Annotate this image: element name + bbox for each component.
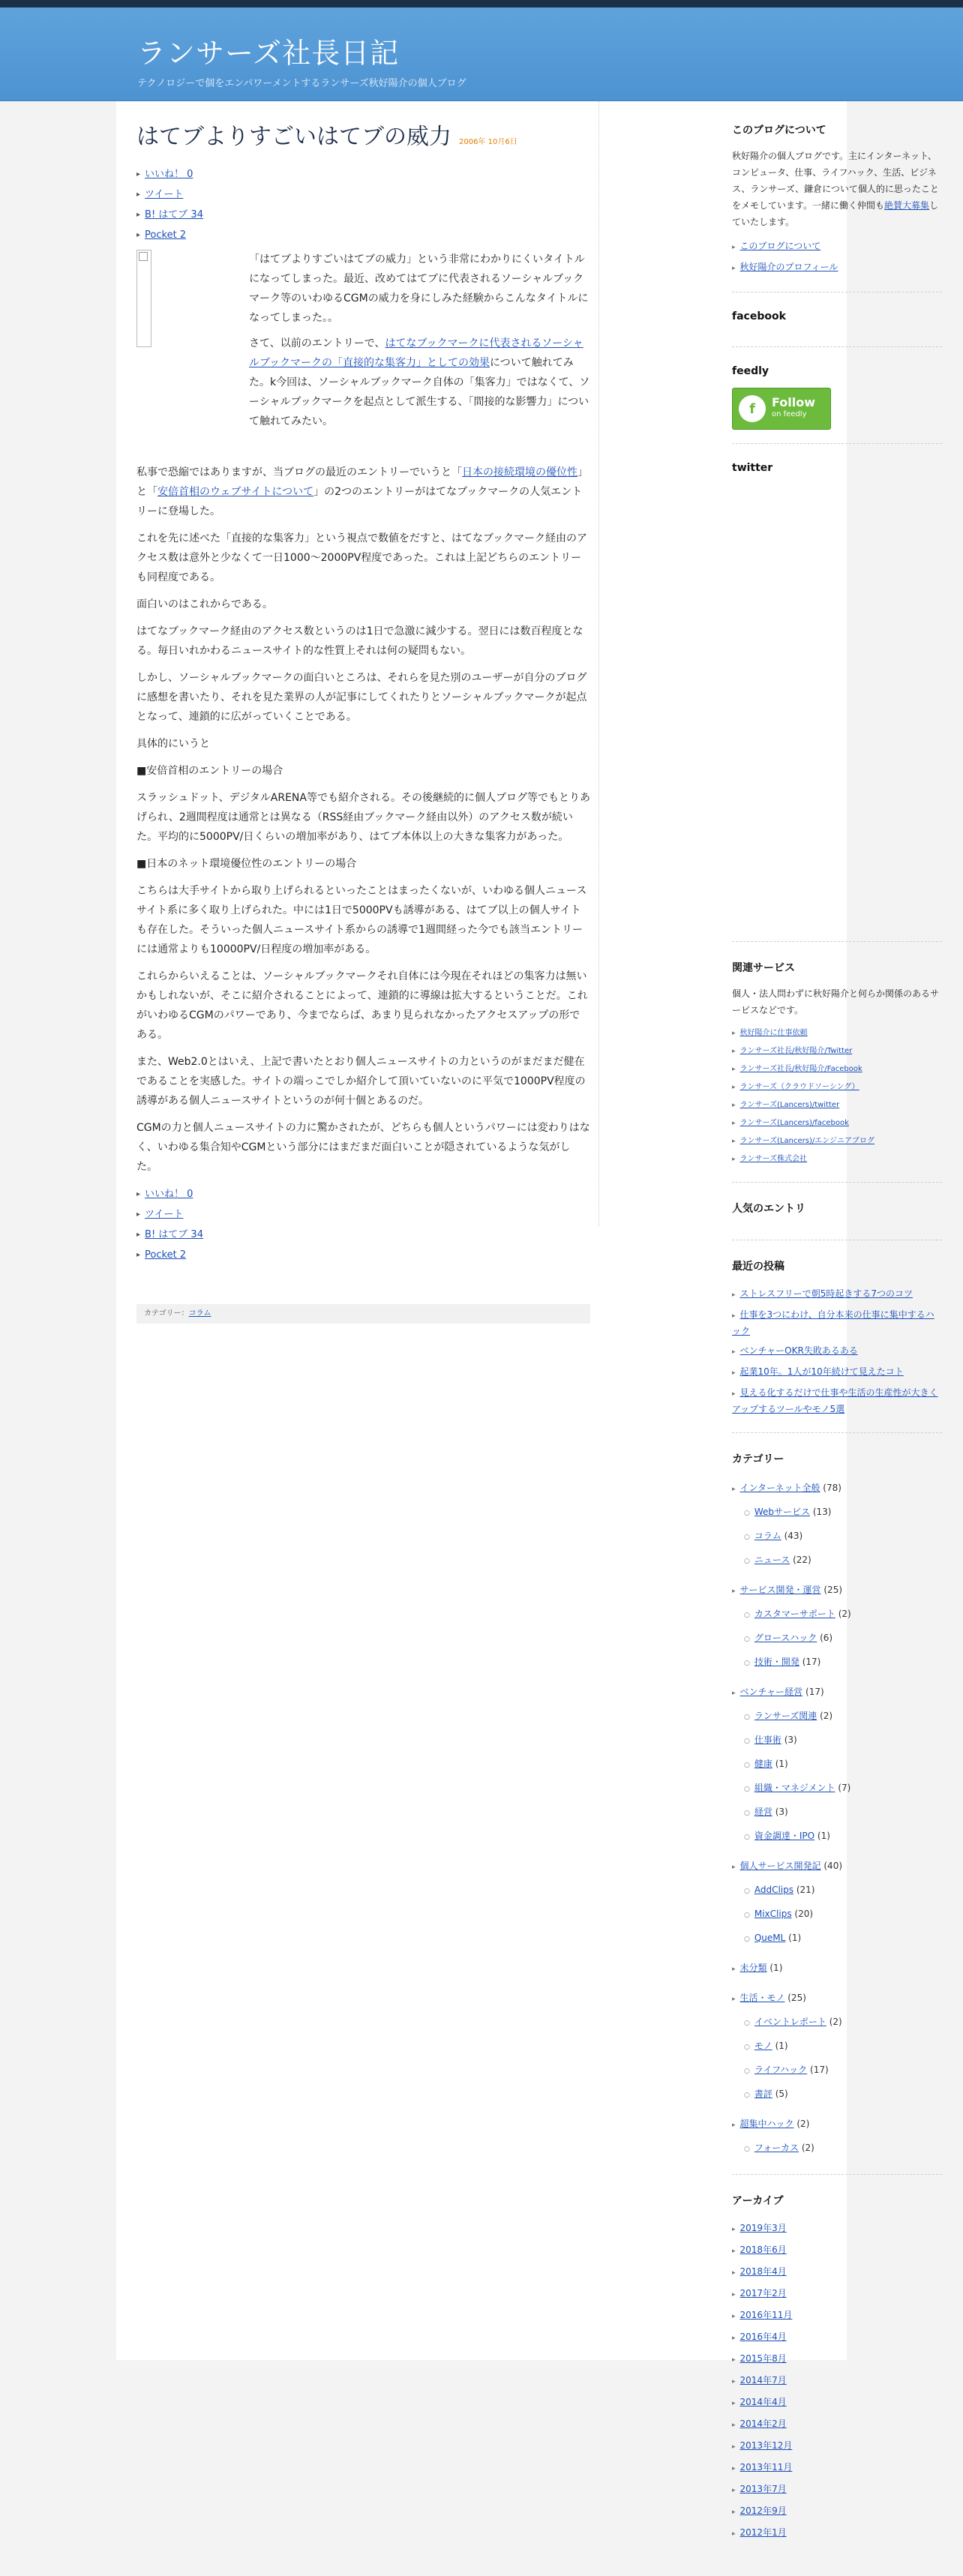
widget-heading: このブログについて	[732, 124, 826, 136]
category-count: (2)	[796, 2119, 810, 2129]
category-link[interactable]: 資金調達・IPO	[754, 1831, 815, 1841]
post-title: はてブよりすごいはてブの威力	[136, 124, 452, 150]
category-item	[732, 2137, 942, 2161]
intro-paragraph-2: さて、以前のエントリーで、はてなブックマークに代表されるソーシャルブックマークの「直接的な集客力」としての効果について触れてみた。k今回は、ソーシャルブックマーク自体の「集客力」ではなくて、ソーシャルブックマークを起点として派生する、「間接的な影響力」について触れてみたい。	[249, 337, 590, 427]
intro-block	[136, 250, 590, 437]
bullet-icon: ▸	[732, 2269, 736, 2277]
archive-link[interactable]: 2012年1月	[740, 2527, 787, 2538]
category-item	[732, 1603, 942, 1627]
bullet-icon: ○	[744, 1612, 750, 1619]
category-item	[732, 1501, 942, 1525]
bullet-icon: ○	[744, 1558, 750, 1565]
bullet-icon: ▸	[732, 2248, 736, 2255]
category-count: (3)	[784, 1735, 797, 1745]
category-item	[732, 1729, 942, 1753]
category-item	[732, 1705, 942, 1729]
recent-posts-widget	[732, 1258, 942, 1433]
categories-widget	[732, 1451, 942, 2175]
list-item: ▸ ランサーズ(Lancers)/エンジニアブログ	[732, 1137, 874, 1145]
category-item	[732, 1855, 942, 1879]
site-header	[0, 7, 963, 101]
bullet-icon: ○	[744, 1660, 750, 1667]
category-item	[732, 1477, 942, 1501]
main-content	[136, 101, 590, 1324]
bullet-icon: ○	[744, 1738, 750, 1745]
body-paragraph: 具体的にいうと	[136, 738, 210, 750]
archive-link[interactable]: 2017年2月	[740, 2288, 787, 2299]
bullet-icon: ▸	[136, 190, 141, 199]
top-strip	[0, 0, 963, 7]
category-count: (2)	[801, 2143, 814, 2153]
archive-item	[732, 2218, 942, 2240]
body-paragraph: 面白いのはこれからである。	[136, 598, 273, 610]
archive-item	[732, 2305, 942, 2327]
bullet-icon: ○	[744, 1834, 750, 1841]
category-count: (25)	[824, 1585, 843, 1595]
intro-paragraph-1: 「はてブよりすごいはてブの威力」という非常にわかりにくいタイトルになってしまった。最近、改めてはてブに代表されるソーシャルブックマーク等のいわゆるCGMの威力を身にしみた経験からこんなタイトルになってしまった。。	[249, 253, 589, 324]
bullet-icon: ○	[744, 1888, 750, 1895]
category-link[interactable]: 生活・モノ	[740, 1993, 785, 2003]
list-item: ▸ ランサーズ社長/秋好陽介/Facebook	[732, 1065, 862, 1073]
category-link[interactable]: 書評	[754, 2089, 772, 2099]
bullet-icon: ○	[744, 2044, 750, 2051]
category-item	[732, 1627, 942, 1651]
archive-widget	[732, 2193, 942, 2558]
page-container	[116, 101, 940, 2538]
category-count: (25)	[788, 1993, 806, 2003]
share-buttons-top	[136, 164, 590, 245]
category-count: (22)	[793, 1555, 812, 1565]
list-item: ▸ ランサーズ株式会社	[732, 1155, 808, 1163]
body-paragraph: これらからいえることは、ソーシャルブックマークそれ自体には今現在それほどの集客力は無いかもしれないが、そこに紹介されることによって、連鎖的に導線は拡大するということだ。これがいわゆるCGMのパワーであり、今までならば、あまり見られなかったアクセスアップの形である。	[136, 970, 588, 1041]
category-link[interactable]: コラム	[188, 1309, 212, 1318]
list-item: ▸ ランサーズ（クラウドソーシング）	[732, 1083, 860, 1091]
about-widget	[732, 122, 942, 292]
list-item: ▸ 秋好陽介に仕事依頼	[732, 1029, 808, 1037]
category-count: (5)	[775, 2089, 788, 2099]
archive-link[interactable]: 2018年6月	[740, 2245, 787, 2255]
bullet-icon: ▸	[732, 2335, 736, 2342]
archive-link[interactable]: 2016年11月	[740, 2310, 793, 2320]
share-buttons-bottom	[136, 1184, 590, 1265]
category-link[interactable]: 技術・開発	[754, 1657, 800, 1667]
related-link[interactable]: ランサーズ社長/秋好陽介/Twitter	[740, 1047, 853, 1055]
category-count: (17)	[810, 2065, 829, 2075]
widget-heading: アーカイブ	[732, 2195, 784, 2207]
site-title[interactable]: ランサーズ社長日記	[137, 37, 400, 70]
widget-heading: twitter	[732, 462, 773, 474]
category-link[interactable]: コラム	[754, 1531, 782, 1541]
bullet-icon: ▸	[136, 1231, 141, 1239]
bullet-icon: ▸	[732, 1966, 736, 1973]
bullet-icon: ▸	[136, 231, 141, 239]
bullet-icon: ▸	[732, 2122, 736, 2129]
previous-entry-link[interactable]: はてなブックマークに代表されるソーシャルブックマークの「直接的な集客力」としての効果	[249, 337, 584, 369]
list-item: ▸ ストレスフリーで朝5時起きする7つのコツ	[732, 1288, 913, 1299]
archive-item	[732, 2523, 942, 2545]
category-link[interactable]: ライフハック	[754, 2065, 808, 2075]
follow-feedly-button[interactable]: f Follow on feedly	[732, 388, 831, 430]
bullet-icon: ▸	[136, 1210, 141, 1219]
category-link[interactable]: AddClips	[754, 1885, 794, 1895]
recent-post-link[interactable]: 見える化するだけで仕事や生活の生産性が大きくアップするツールやモノ5選	[732, 1387, 938, 1414]
category-link[interactable]: 超集中ハック	[740, 2119, 794, 2129]
list-item: ▸ ランサーズ(Lancers)/twitter	[732, 1101, 840, 1109]
like-button[interactable]: いいね！ 0	[145, 169, 194, 180]
list-item: ▸ ベンチャーOKR失敗あるある	[732, 1345, 858, 1356]
pocket-button[interactable]: Pocket 2	[145, 229, 187, 241]
widget-heading: 関連サービス	[732, 962, 795, 974]
category-count: (17)	[806, 1687, 824, 1697]
archive-item	[732, 2458, 942, 2479]
share-item	[136, 1225, 590, 1245]
archive-item	[732, 2284, 942, 2305]
category-count: (43)	[784, 1531, 803, 1541]
bullet-icon: ▸	[732, 2356, 736, 2364]
widget-heading: facebook	[732, 310, 786, 322]
bullet-icon: ○	[744, 1636, 750, 1643]
category-count: (1)	[770, 1963, 783, 1973]
related-link[interactable]: ランサーズ株式会社	[740, 1155, 808, 1163]
category-item	[732, 1987, 942, 2011]
category-link[interactable]: 未分類	[740, 1963, 767, 1973]
bullet-icon: ○	[744, 1786, 750, 1793]
body-paragraph: スラッシュドット、デジタルARENA等でも紹介される。その後継続的に個人ブログ等でもとりあげられ、2週間程度は通常とは異なる（RSS経由ブックマーク経由以外）のアクセス数が続いた。平均的に5000PV/日くらいの増加率があり、はてブ本体以上の大きな集客力があった。	[136, 792, 590, 843]
hatebu-button[interactable]: B! はてブ 34	[145, 1229, 203, 1240]
category-count: (13)	[812, 1507, 832, 1517]
category-link[interactable]: サービス開発・運営	[740, 1585, 821, 1595]
related-link[interactable]: ランサーズ社長/秋好陽介/Facebook	[740, 1065, 862, 1073]
category-count: (2)	[829, 2017, 842, 2027]
bullet-icon: ▸	[732, 2443, 736, 2451]
category-item	[732, 1549, 942, 1573]
category-item	[732, 1579, 942, 1603]
bullet-icon: ○	[744, 1714, 750, 1721]
widget-heading: 人気のエントリ	[732, 1203, 806, 1215]
bullet-icon: ○	[744, 1534, 750, 1541]
bullet-icon: ▸	[732, 2487, 736, 2494]
bullet-icon: ▸	[732, 2291, 736, 2299]
bullet-icon: ▸	[732, 1864, 736, 1871]
list-item: ▸ 起業10年。1人が10年続けて見えたコト	[732, 1366, 904, 1377]
category-count: (17)	[802, 1657, 821, 1667]
category-item	[732, 1903, 942, 1927]
archive-link[interactable]: 2014年4月	[740, 2397, 787, 2407]
related-services-widget	[732, 960, 942, 1183]
bullet-icon: ▸	[732, 2313, 736, 2320]
category-count: (1)	[775, 1759, 788, 1769]
list-item: ▸ 仕事を3つにわけ、自分本来の仕事に集中するハック	[732, 1309, 934, 1336]
archive-link[interactable]: 2013年7月	[740, 2484, 787, 2494]
archive-list	[732, 2218, 942, 2545]
widget-heading: カテゴリー	[732, 1453, 784, 1465]
bullet-icon: ○	[744, 2020, 750, 2027]
body-paragraph: 私事で恐縮ではありますが、当ブログの最近のエントリーでいうと「日本の接続環境の優位性」と「安倍首相のウェブサイトについて」の2つのエントリーがはてなブックマークの人気エントリーに登場した。	[136, 466, 588, 517]
category-item	[732, 2035, 942, 2059]
post-category-bar	[136, 1304, 590, 1324]
bullet-icon: ▸	[136, 211, 141, 219]
category-list	[732, 1477, 942, 2161]
site-description: テクノロジーで個をエンパワーメントするランサーズ秋好陽介の個人ブログ	[137, 78, 466, 89]
category-link[interactable]: ニュース	[754, 1555, 790, 1565]
category-count: (1)	[788, 1933, 802, 1943]
bullet-icon: ○	[744, 2092, 750, 2099]
category-count: (2)	[838, 1609, 851, 1619]
archive-item	[732, 2479, 942, 2501]
bullet-icon: ▸	[732, 2226, 736, 2233]
category-item	[732, 1753, 942, 1777]
recruit-link[interactable]: 絶賛大募集	[884, 200, 930, 211]
archive-link[interactable]: 2019年3月	[740, 2223, 787, 2233]
related-text: 個人・法人問わずに秋好陽介と何らか関係のあるサービスなどです。	[732, 988, 940, 1015]
category-item	[732, 2059, 942, 2083]
post-body	[136, 463, 590, 1177]
pocket-button[interactable]: Pocket 2	[145, 1249, 187, 1261]
share-item	[136, 1204, 590, 1225]
popular-widget	[732, 1201, 942, 1240]
category-count: (78)	[823, 1483, 842, 1493]
archive-item	[732, 2262, 942, 2284]
tweet-button[interactable]: ツイート	[145, 1209, 184, 1220]
category-link[interactable]: フォーカス	[754, 2143, 800, 2153]
bullet-icon: ▸	[732, 1486, 736, 1493]
category-item	[732, 1681, 942, 1705]
post-title-row	[136, 118, 590, 151]
recent-post-link[interactable]: ベンチャーOKR失敗あるある	[740, 1345, 858, 1356]
list-item: ▸ 秋好陽介のプロフィール	[732, 262, 838, 272]
category-link[interactable]: イベントレポート	[754, 2017, 826, 2027]
bullet-icon: ▸	[136, 1251, 141, 1259]
about-blog-link[interactable]: このブログについて	[740, 241, 821, 251]
related-link[interactable]: 秋好陽介に仕事依頼	[740, 1029, 808, 1037]
bullet-icon: ○	[744, 1510, 750, 1517]
category-item	[732, 2083, 942, 2107]
post-date: 2006年 10月6日	[459, 138, 518, 146]
category-link[interactable]: モノ	[754, 2041, 772, 2051]
archive-link[interactable]: 2015年8月	[740, 2353, 787, 2364]
related-link[interactable]: ランサーズ（クラウドソーシング）	[740, 1083, 860, 1091]
body-paragraph: これを先に述べた「直接的な集客力」という視点で数値をだすと、はてなブックマーク経由のアクセス数は意外と少なくて一日1000〜2000PV程度であった。これは上記どちらのエントリーも同程度である。	[136, 532, 588, 583]
category-count: (2)	[820, 1711, 833, 1721]
category-item	[732, 1927, 942, 1951]
share-item	[136, 164, 590, 184]
archive-link[interactable]: 2014年7月	[740, 2375, 787, 2386]
widget-heading: feedly	[732, 365, 770, 377]
category-item	[732, 2113, 942, 2137]
twitter-widget	[732, 462, 942, 942]
category-item	[732, 1957, 942, 1981]
about-text: 秋好陽介の個人ブログです。主にインターネット、コンピュータ、仕事、ライフハック、生活、ビジネス、ランサーズ、鎌倉について個人的に思ったことをメモしています。一緒に働く仲間も絶賛大募集していたします。	[732, 151, 939, 227]
archive-link[interactable]: 2014年2月	[740, 2419, 787, 2429]
category-count: (21)	[796, 1885, 815, 1895]
archive-item	[732, 2392, 942, 2414]
bullet-icon: ○	[744, 1810, 750, 1817]
body-paragraph: しかし、ソーシャルブックマークの面白いところは、それらを見た別のユーザーが自分のブログに感想を書いたり、それを見た業界の人が記事にしてくれたりとソーシャルブックマークが起点となって、連鎖的に広がっていくことである。	[136, 672, 587, 723]
bullet-icon: ○	[744, 2068, 750, 2075]
category-label: カテゴリー：	[144, 1309, 189, 1318]
profile-link[interactable]: 秋好陽介のプロフィール	[740, 262, 838, 272]
body-paragraph: ■日本のネット環境優位性のエントリーの場合	[136, 858, 357, 870]
feedly-icon: f	[739, 395, 766, 422]
category-item	[732, 1879, 942, 1903]
category-link[interactable]: 健康	[754, 1759, 772, 1769]
category-link[interactable]: Webサービス	[754, 1507, 811, 1517]
bullet-icon: ○	[744, 1762, 750, 1769]
category-item	[732, 1777, 942, 1801]
hatebu-button[interactable]: B! はてブ 34	[145, 209, 203, 220]
category-link[interactable]: ランサーズ関連	[754, 1711, 818, 1721]
bullet-icon: ▸	[732, 2422, 736, 2429]
body-paragraph: こちらは大手サイトから取り上げられるといったことはまったくないが、いわゆる個人ニュースサイト系に多く取り上げられた。中には1日で5000PVも誘導がある、はてブ以上の個人サイトも存在した。そういった個人ニュースサイト系からの誘導で1週間経った今でも該当エントリーには通常よりも10000PV/日程度の増加率がある。	[136, 885, 587, 955]
bullet-icon: ▸	[732, 2509, 736, 2516]
category-count: (7)	[838, 1783, 851, 1793]
category-count: (3)	[775, 1807, 788, 1817]
category-link[interactable]: 仕事術	[754, 1735, 782, 1745]
category-link[interactable]: MixClips	[754, 1909, 792, 1919]
body-paragraph: ■安倍首相のエントリーの場合	[136, 765, 284, 777]
recent-post-link[interactable]: 仕事を3つにわけ、自分本来の仕事に集中するハック	[732, 1309, 934, 1336]
share-item	[136, 1245, 590, 1265]
like-button[interactable]: いいね！ 0	[145, 1189, 194, 1200]
archive-item	[732, 2414, 942, 2436]
category-item	[732, 1525, 942, 1549]
bullet-icon: ▸	[732, 2465, 736, 2473]
share-item	[136, 184, 590, 205]
archive-item	[732, 2327, 942, 2349]
broken-image-icon	[136, 250, 152, 347]
related-link[interactable]: ランサーズ(Lancers)/twitter	[740, 1101, 840, 1109]
archive-item	[732, 2436, 942, 2458]
archive-item	[732, 2371, 942, 2392]
list-item: ▸ ランサーズ(Lancers)/facebook	[732, 1119, 849, 1127]
category-link[interactable]: QueML	[754, 1933, 786, 1943]
category-count: (20)	[794, 1909, 814, 1919]
list-item: ▸ 見える化するだけで仕事や生活の生産性が大きくアップするツールやモノ5選	[732, 1387, 938, 1414]
category-link[interactable]: 組織・マネジメント	[754, 1783, 836, 1793]
archive-link[interactable]: 2018年4月	[740, 2266, 787, 2277]
category-item	[732, 1651, 942, 1675]
list-item: ▸ ランサーズ社長/秋好陽介/Twitter	[732, 1047, 853, 1055]
category-count: (6)	[820, 1633, 833, 1643]
bullet-icon: ▸	[732, 2378, 736, 2386]
archive-item	[732, 2501, 942, 2523]
category-item	[732, 2011, 942, 2035]
archive-link[interactable]: 2016年4月	[740, 2332, 787, 2342]
archive-link[interactable]: 2012年9月	[740, 2506, 787, 2516]
body-paragraph: はてなブックマーク経由のアクセス数というのは1日で急激に減少する。翌日には数百程度となる。毎日いれかわるニュースサイト的な性質上それは何の疑問もない。	[136, 625, 584, 657]
bullet-icon: ▸	[136, 1190, 141, 1198]
share-item	[136, 1184, 590, 1204]
recent-post-link[interactable]: ストレスフリーで朝5時起きする7つのコツ	[740, 1288, 913, 1299]
bullet-icon: ▸	[732, 1588, 736, 1595]
category-count: (1)	[817, 1831, 830, 1841]
bullet-icon: ○	[744, 1936, 750, 1943]
bullet-icon: ▸	[732, 2400, 736, 2407]
archive-item	[732, 2240, 942, 2262]
facebook-widget	[732, 310, 942, 347]
bullet-icon: ○	[744, 1912, 750, 1919]
intro-text	[249, 250, 590, 437]
category-item	[732, 1801, 942, 1825]
tweet-button[interactable]: ツイート	[145, 189, 184, 200]
share-item	[136, 225, 590, 245]
category-count: (40)	[824, 1861, 843, 1871]
category-link[interactable]: グロースハック	[754, 1633, 818, 1643]
recent-post-link[interactable]: 起業10年。1人が10年続けて見えたコト	[740, 1366, 904, 1377]
related-link[interactable]: ランサーズ(Lancers)/facebook	[740, 1119, 849, 1127]
category-count: (1)	[775, 2041, 788, 2051]
sidebar	[732, 122, 942, 2576]
bullet-icon: ○	[744, 2146, 750, 2153]
entry-link-japan-network[interactable]: 日本の接続環境の優位性	[462, 466, 578, 478]
archive-link[interactable]: 2013年12月	[740, 2440, 793, 2451]
category-item	[732, 1825, 942, 1849]
share-item	[136, 205, 590, 225]
bullet-icon: ▸	[732, 1690, 736, 1697]
bullet-icon: ▸	[136, 170, 141, 178]
category-link[interactable]: カスタマーサポート	[754, 1609, 836, 1619]
category-link[interactable]: インターネット全般	[740, 1483, 820, 1493]
body-paragraph: CGMの力と個人ニュースサイトの力に驚かされたが、どちらも個人というパワーには変わりはなく、いわゆる集合知やCGMという部分にはまだまだ面白いことが隠されているような気がした。	[136, 1122, 590, 1173]
related-link[interactable]: ランサーズ(Lancers)/エンジニアブログ	[740, 1137, 874, 1145]
list-item: ▸ このブログについて	[732, 241, 821, 251]
feedly-widget	[732, 365, 942, 444]
category-link[interactable]: 経営	[754, 1807, 772, 1817]
bullet-icon: ▸	[732, 2530, 736, 2538]
body-paragraph: また、Web2.0とはいえ、上記で書いたとおり個人ニュースサイトの力というのがまだまだ健在であることを実感した。サイトの端っこでしか紹介して頂いていないのに平気で1000PV程度の誘導がある個人ニュースサイトというのが何十個とあるのだ。	[136, 1056, 586, 1107]
bullet-icon: ▸	[732, 1996, 736, 2003]
category-link[interactable]: ベンチャー経営	[740, 1687, 803, 1697]
widget-heading: 最近の投稿	[732, 1261, 784, 1273]
entry-link-abe-website[interactable]: 安倍首相のウェブサイトについて	[158, 486, 314, 498]
archive-link[interactable]: 2013年11月	[740, 2462, 793, 2473]
category-link[interactable]: 個人サービス開発記	[740, 1861, 821, 1871]
